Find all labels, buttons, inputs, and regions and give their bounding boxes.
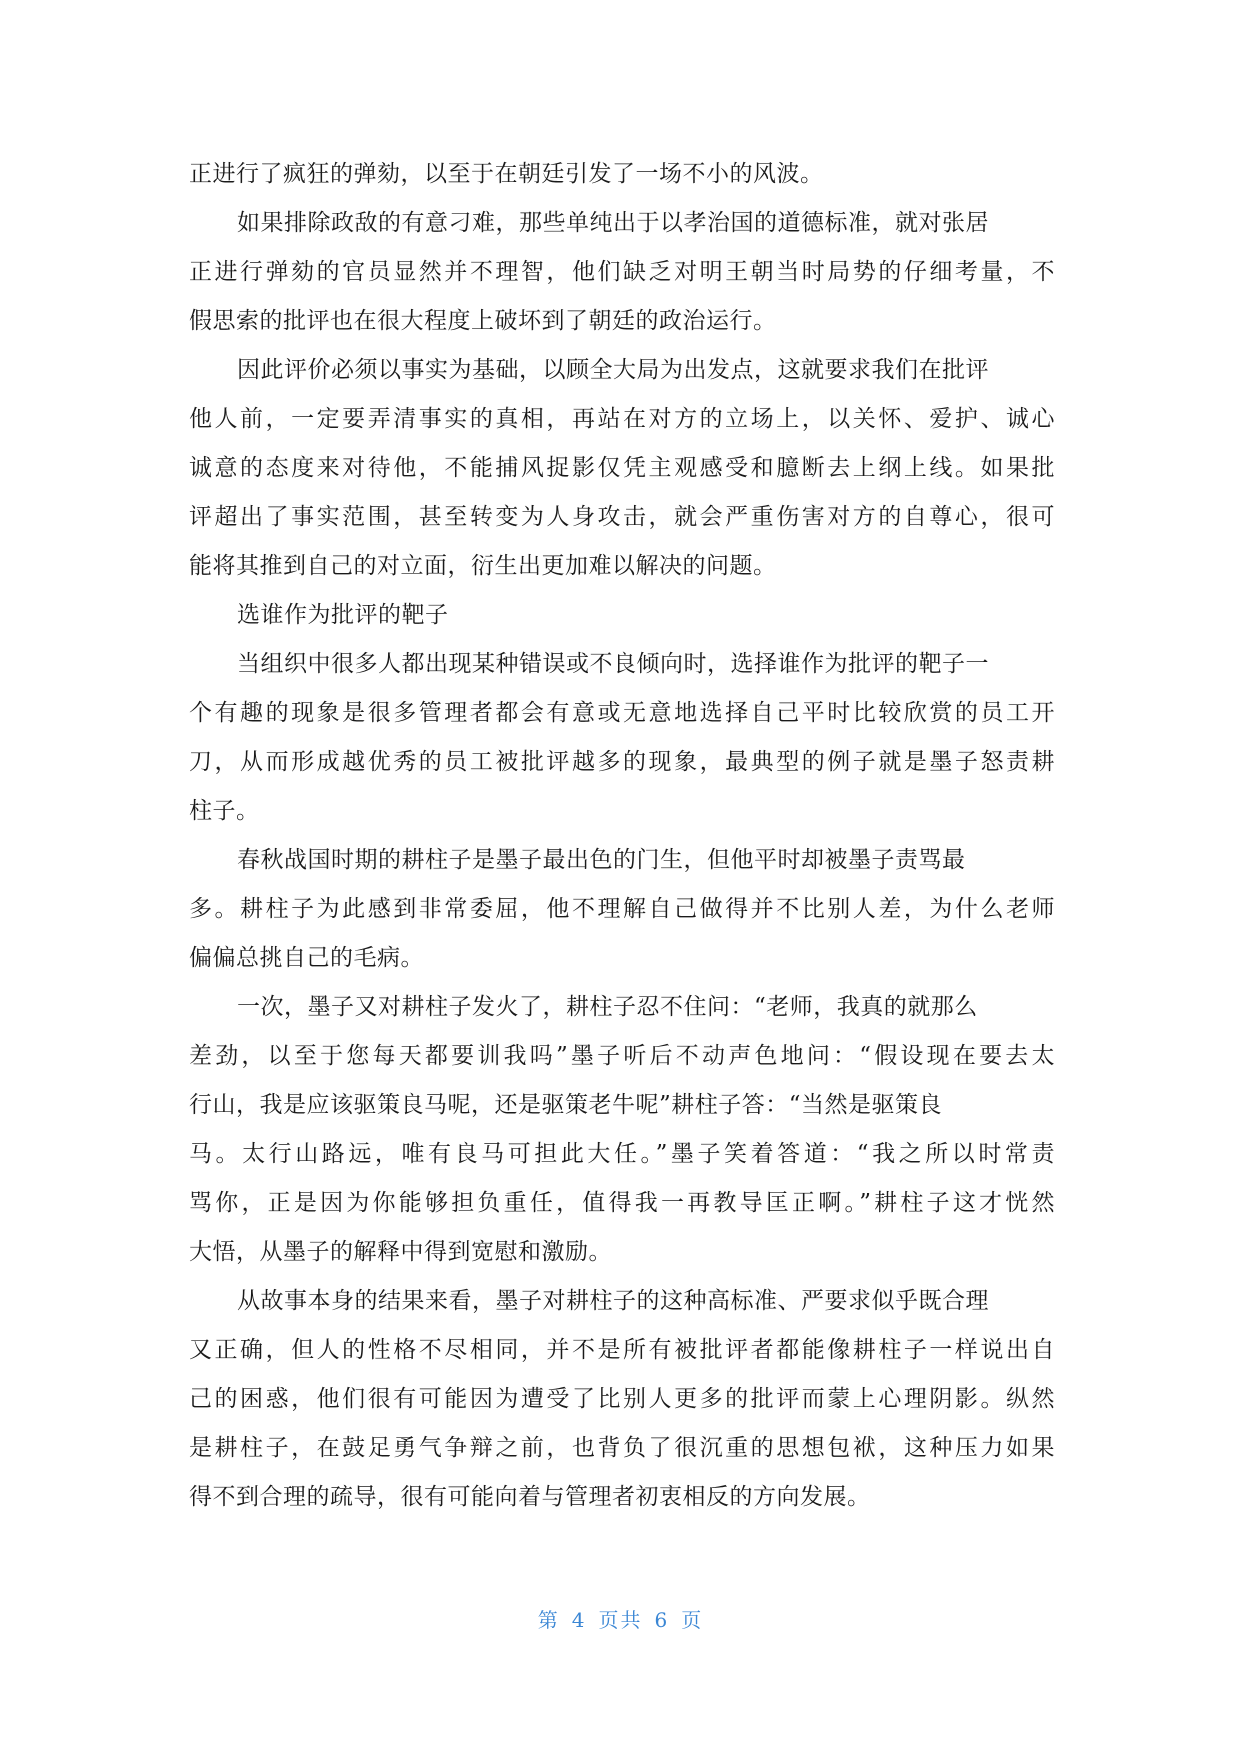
text-line: 又正确，但人的性格不尽相同，并不是所有被批评者都能像耕柱子一样说出自 bbox=[189, 1337, 1055, 1363]
text-line: 差劲，以至于您每天都要训我吗”墨子听后不动声色地问：“假设现在要去太 bbox=[189, 1043, 1055, 1069]
text-line: 假思索的批评也在很大程度上破坏到了朝廷的政治运行。 bbox=[189, 308, 777, 334]
text-line: 刀，从而形成越优秀的员工被批评越多的现象，最典型的例子就是墨子怒责耕 bbox=[189, 749, 1055, 775]
footer-label-of: 页共 bbox=[598, 1608, 643, 1632]
text-line: 正进行了疯狂的弹劾，以至于在朝廷引发了一场不小的风波。 bbox=[189, 161, 824, 187]
text-line: 行山，我是应该驱策良马呢，还是驱策老牛呢”耕柱子答：“当然是驱策良 bbox=[189, 1092, 943, 1118]
text-line: 是耕柱子，在鼓足勇气争辩之前，也背负了很沉重的思想包袱，这种压力如果 bbox=[189, 1435, 1055, 1461]
footer-label-page: 第 bbox=[537, 1608, 560, 1632]
section-heading: 选谁作为批评的靶子 bbox=[237, 602, 449, 628]
text-line: 因此评价必须以事实为基础，以顾全大局为出发点，这就要求我们在批评 bbox=[237, 357, 989, 383]
text-line: 当组织中很多人都出现某种错误或不良倾向时，选择谁作为批评的靶子一 bbox=[237, 651, 989, 677]
text-line: 春秋战国时期的耕柱子是墨子最出色的门生，但他平时却被墨子责骂最 bbox=[237, 847, 966, 873]
footer-label-end: 页 bbox=[681, 1608, 704, 1632]
text-line: 己的困惑，他们很有可能因为遭受了比别人更多的批评而蒙上心理阴影。纵然 bbox=[189, 1386, 1055, 1412]
text-line: 能将其推到自己的对立面，衍生出更加难以解决的问题。 bbox=[189, 553, 777, 579]
text-line: 偏偏总挑自己的毛病。 bbox=[189, 945, 424, 971]
text-line: 诚意的态度来对待他，不能捕风捉影仅凭主观感受和臆断去上纲上线。如果批 bbox=[189, 455, 1055, 481]
text-line: 如果排除政敌的有意刁难，那些单纯出于以孝治国的道德标准，就对张居 bbox=[237, 210, 989, 236]
page-footer bbox=[0, 1604, 1241, 1633]
footer-total-pages: 6 bbox=[654, 1608, 670, 1632]
text-line: 得不到合理的疏导，很有可能向着与管理者初衷相反的方向发展。 bbox=[189, 1484, 871, 1510]
text-line: 骂你，正是因为你能够担负重任，值得我一再教导匡正啊。”耕柱子这才恍然 bbox=[189, 1190, 1055, 1216]
text-line: 柱子。 bbox=[189, 798, 260, 824]
document-body bbox=[189, 150, 1055, 1522]
text-line: 评超出了事实范围，甚至转变为人身攻击，就会严重伤害对方的自尊心，很可 bbox=[189, 504, 1055, 530]
text-line: 马。太行山路远，唯有良马可担此大任。”墨子笑着答道：“我之所以时常责 bbox=[189, 1141, 1055, 1167]
text-line: 正进行弹劾的官员显然并不理智，他们缺乏对明王朝当时局势的仔细考量，不 bbox=[189, 259, 1055, 285]
text-line: 一次，墨子又对耕柱子发火了，耕柱子忍不住问：“老师，我真的就那么 bbox=[237, 994, 978, 1020]
text-line: 多。耕柱子为此感到非常委屈，他不理解自己做得并不比别人差，为什么老师 bbox=[189, 896, 1055, 922]
text-line: 从故事本身的结果来看，墨子对耕柱子的这种高标准、严要求似乎既合理 bbox=[237, 1288, 989, 1314]
text-line: 他人前，一定要弄清事实的真相，再站在对方的立场上，以关怀、爱护、诚心 bbox=[189, 406, 1055, 432]
footer-current-page: 4 bbox=[571, 1608, 587, 1632]
text-line: 个有趣的现象是很多管理者都会有意或无意地选择自己平时比较欣赏的员工开 bbox=[189, 700, 1055, 726]
text-line: 大悟，从墨子的解释中得到宽慰和激励。 bbox=[189, 1239, 612, 1265]
